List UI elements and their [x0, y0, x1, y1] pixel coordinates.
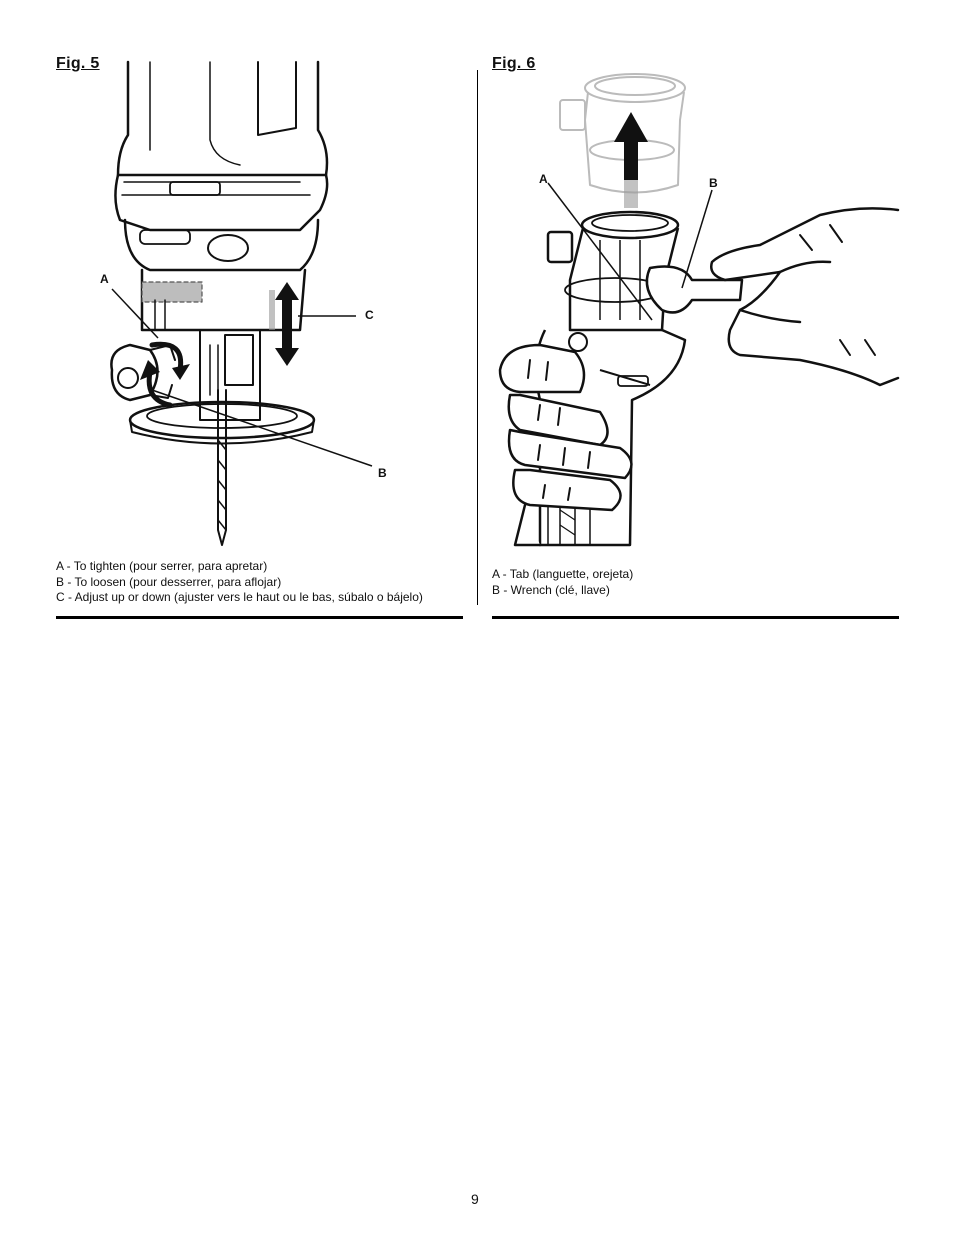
fig6-callout-b: B [709, 176, 718, 190]
fig6-legend-item: A - Tab (languette, orejeta) [492, 567, 634, 581]
fig6-legend-item: B - Wrench (clé, llave) [492, 582, 610, 597]
fig5-title: Fig. 5 [56, 55, 100, 72]
fig5-legend-item: A - To tighten (pour serrer, para apretar) [56, 559, 268, 573]
fig5-legend-item: B - To loosen (pour desserrer, para aflojar) [56, 574, 282, 589]
fig5-callout-c: C [365, 308, 374, 322]
page-number: 9 [471, 1191, 479, 1207]
fig6-callout-a: A [539, 172, 548, 186]
fig6-legend [492, 567, 633, 598]
fig5-legend-item: C - Adjust up or down (ajuster vers le haut ou le bas, súbalo o bájelo) [56, 590, 423, 604]
fig5-callout-a: A [100, 272, 109, 286]
fig6-bottom-rule [492, 616, 899, 619]
fig5-callout-b: B [378, 466, 387, 480]
fig6-title: Fig. 6 [492, 55, 536, 72]
